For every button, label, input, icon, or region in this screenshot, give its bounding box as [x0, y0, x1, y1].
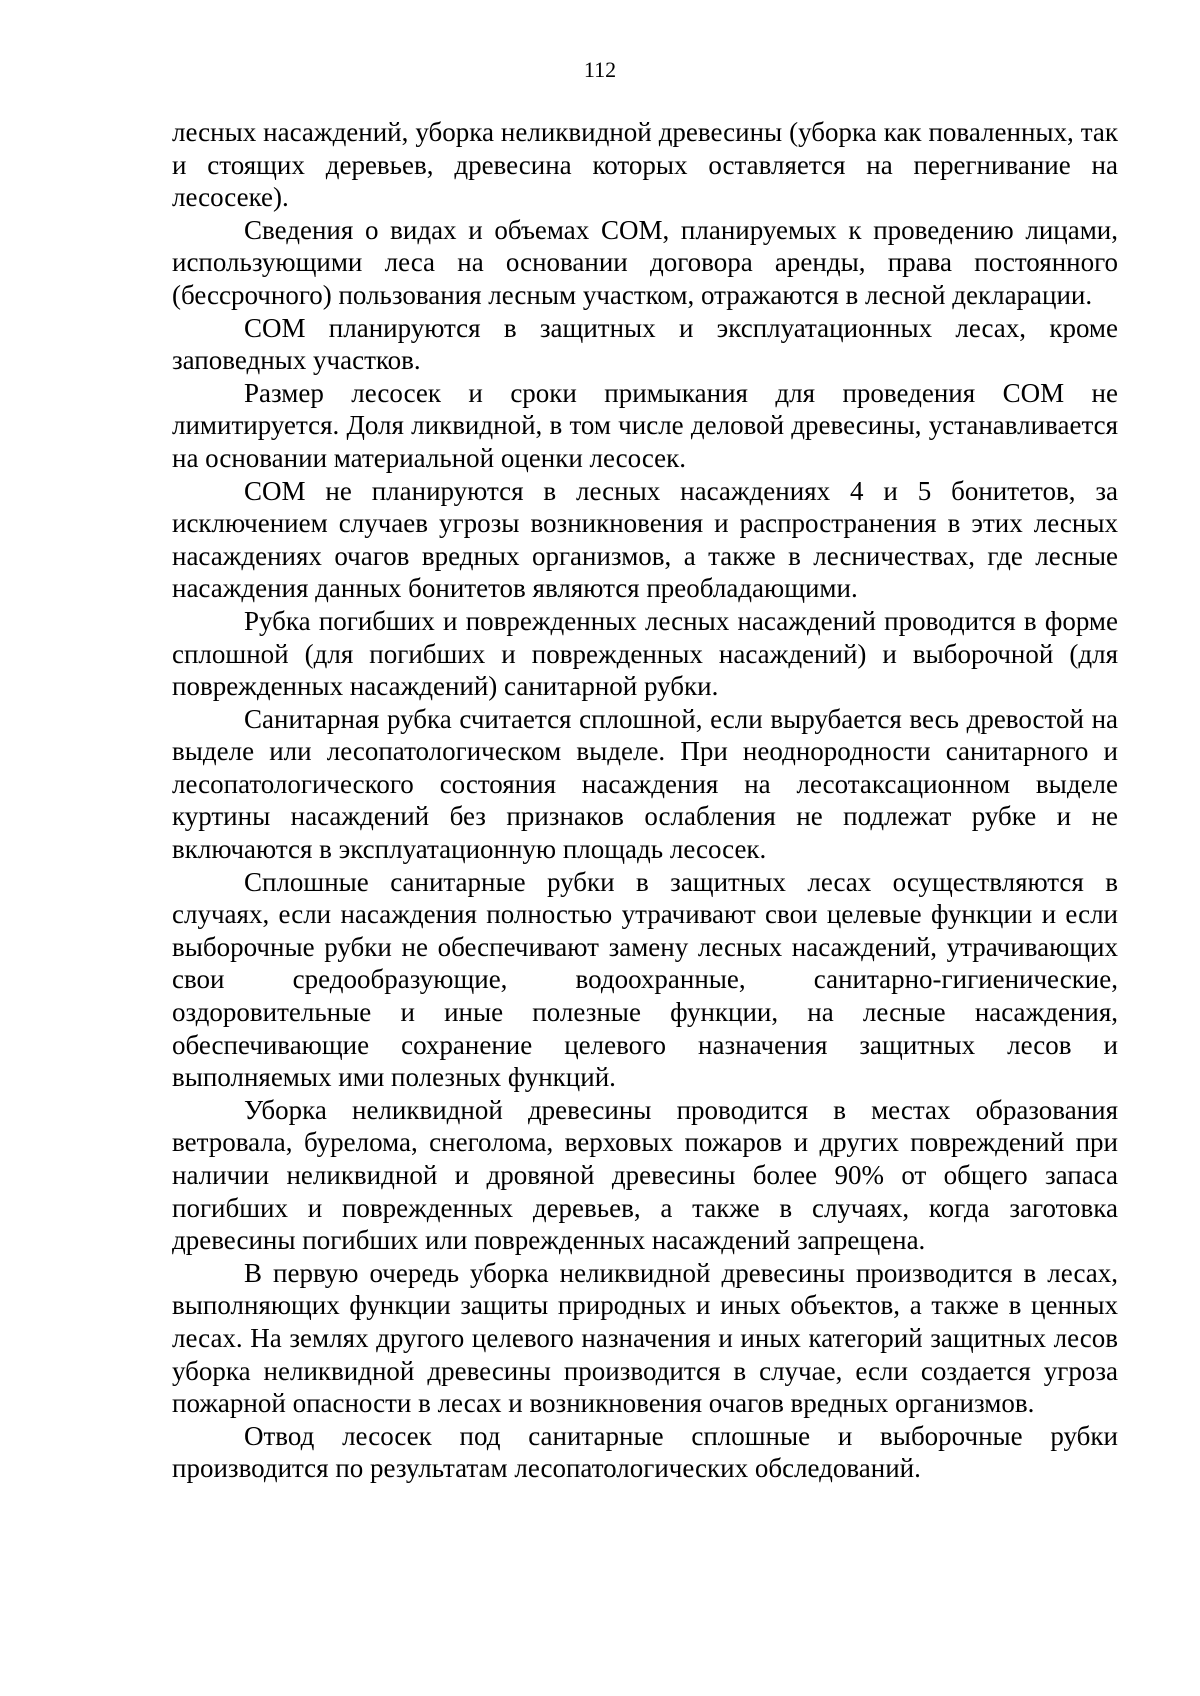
paragraph-som-declaration: Сведения о видах и объемах СОМ, планируемых к проведению лицами, использующими леса на основании договора аренды, права постоянного (бессрочного) пользования лесным участком, отражаются в лесной декларации.: [172, 214, 1118, 310]
paragraph-illiquid-wood-cleanup: Уборка неликвидной древесины проводится в местах образования ветровала, бурелома, снеголома, верховых пожаров и других повреждений при наличии неликвидной и дровяной древесины более 90% от общего запаса погибших и поврежденных деревьев, а также в случаях, когда заготовка древесины погибших или поврежденных насаждений запрещена.: [172, 1094, 1118, 1256]
paragraph-clear-sanitary-felling: Санитарная рубка считается сплошной, если вырубается весь древостой на выделе или лесопатологическом выделе. При неоднородности санитарного и лесопатологического состояния насаждения на лесотаксационном выделе куртины насаждений без признаков ослабления не подлежат рубке и не включаются в эксплуатационную площадь лесосек.: [172, 703, 1118, 865]
paragraph-allotment: Отвод лесосек под санитарные сплошные и выборочные рубки производится по результатам лесопатологических обследований.: [172, 1420, 1118, 1484]
paragraph-som-forests: СОМ планируются в защитных и эксплуатационных лесах, кроме заповедных участков.: [172, 312, 1118, 376]
paragraph-protective-forests: Сплошные санитарные рубки в защитных лесах осуществляются в случаях, если насаждения полностью утрачивают свои целевые функции и если выборочные рубки не обеспечивают замену лесных насаждений, утрачивающих свои средообразующие, водоохранные, санитарно-гигиенические, оздоровительные и иные полезные функции, на лесные насаждения, обеспечивающие сохранение целевого назначения защитных лесов и выполняемых ими полезных функций.: [172, 866, 1118, 1093]
paragraph-continuation: лесных насаждений, уборка неликвидной древесины (уборка как поваленных, так и стоящих деревьев, древесина которых оставляется на перегнивание на лесосеке).: [172, 117, 1118, 213]
paragraph-priority-cleanup: В первую очередь уборка неликвидной древесины производится в лесах, выполняющих функции защиты природных и иных объектов, а также в ценных лесах. На землях другого целевого назначения и иных категорий защитных лесов уборка неликвидной древесины производится в случае, если создается угроза пожарной опасности в лесах и возникновения очагов вредных организмов.: [172, 1257, 1118, 1419]
paragraph-felling-forms: Рубка погибших и поврежденных лесных насаждений проводится в форме сплошной (для погибших и поврежденных насаждений) и выборочной (для поврежденных насаждений) санитарной рубки.: [172, 605, 1118, 702]
paragraph-cutting-area-size: Размер лесосек и сроки примыкания для проведения СОМ не лимитируется. Доля ликвидной, в том числе деловой древесины, устанавливается на основании материальной оценки лесосек.: [172, 377, 1118, 473]
document-body: [172, 116, 1118, 1485]
paragraph-bonitet-exclusion: СОМ не планируются в лесных насаждениях 4 и 5 бонитетов, за исключением случаев угрозы возникновения и распространения в этих лесных насаждениях очагов вредных организмов, а также в лесничествах, где лесные насаждения данных бонитетов являются преобладающими.: [172, 475, 1118, 604]
page-number: 112: [583, 57, 617, 82]
